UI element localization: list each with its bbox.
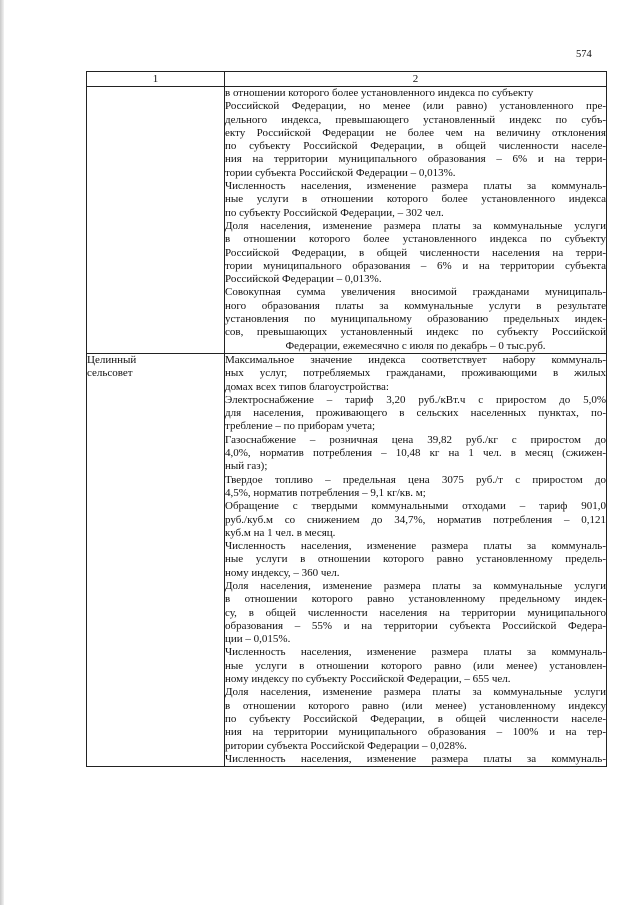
text-line: Численность населения, изменение размера платы за коммуналь- <box>225 540 606 553</box>
text-line: Федерации, ежемесячно с июля по декабрь – 0 тыс.руб. <box>285 339 546 352</box>
text-line: куб.м на 1 чел. в месяц. <box>225 526 336 539</box>
text-line: тории субъекта Российской Федерации – 0,013%. <box>225 166 456 179</box>
text-line: по субъекту Российской Федерации, – 302 чел. <box>225 206 444 219</box>
text-line: Российской Федерации – 0,013%. <box>225 273 382 286</box>
text-line: в отношении которого равно установленному предельному индек- <box>225 593 606 606</box>
row-1-text-cell <box>225 87 607 354</box>
text-line: екту Российской Федерации не более чем на величину отклонения <box>225 126 606 139</box>
text-line: Твердое топливо – предельная цена 3075 руб./т с приростом до <box>225 473 606 486</box>
row-2-name-cell <box>87 353 225 766</box>
text-line: ния на территории муниципального образования – 6% и на терри- <box>225 153 606 166</box>
text-line: ния на территории муниципального образования – 100% и на тер- <box>225 726 606 739</box>
text-line: ные услуги в отношении которого более установленного индекса <box>225 193 606 206</box>
text-line: сельсовет <box>87 367 133 380</box>
text-line: Численность населения, изменение размера платы за коммуналь- <box>225 646 606 659</box>
text-line: Газоснабжение – розничная цена 39,82 руб./кг с приростом до <box>225 433 606 446</box>
table-row <box>87 353 607 766</box>
text-line: ные услуги в отношении которого равно (или менее) установлен- <box>225 659 606 672</box>
text-line: руб./куб.м со снижением до 34,7%, норматив потребления – 0,121 <box>225 513 606 526</box>
table-header-row <box>87 72 607 87</box>
text-line: ного образования платы за коммунальные услуги в результате <box>225 299 606 312</box>
text-line: домах всех типов благоустройства: <box>225 380 389 393</box>
table-row <box>87 87 607 354</box>
text-line: Численность населения, изменение размера платы за коммуналь- <box>225 180 606 193</box>
text-line: ному индексу, – 360 чел. <box>225 566 340 579</box>
text-line: Целинный <box>87 353 137 366</box>
text-line: ные услуги в отношении которого равно установленному предель- <box>225 553 606 566</box>
text-line: тории муниципального образования – 6% и на территории субъекта <box>225 259 606 272</box>
text-line: Доля населения, изменение размера платы за коммунальные услуги <box>225 686 606 699</box>
text-line: по субъекту Российской Федерации, в общей численности населе- <box>225 712 606 725</box>
text-line: Российской Федерации, но менее (или равно) установленного пре- <box>225 100 606 113</box>
text-line: в отношении которого более установленного индекса по субъекту <box>225 87 534 99</box>
row-1-name-cell <box>87 87 225 354</box>
row-2-text-cell <box>225 353 607 766</box>
text-line: Обращение с твердыми коммунальными отходами – тариф 901,0 <box>225 500 606 513</box>
text-line: ный газ); <box>225 460 268 473</box>
text-line: в отношении которого более установленного индекса по субъекту <box>225 233 606 246</box>
text-line: Доля населения, изменение размера платы за коммунальные услуги <box>225 579 606 592</box>
text-line: Российской Федерации, в общей численности населения на терри- <box>225 246 606 259</box>
text-line: су, в общей численности населения на территории муниципального <box>225 606 606 619</box>
page-number: 574 <box>576 49 592 60</box>
text-line: Доля населения, изменение размера платы за коммунальные услуги <box>225 219 606 232</box>
text-line: 4,5%, норматив потребления – 9,1 кг/кв. м; <box>225 486 426 499</box>
header-cell-1: 1 <box>87 72 225 87</box>
text-line: сов, превышающих установленный индекс по субъекту Российской <box>225 326 606 339</box>
document-table <box>86 71 607 767</box>
text-line: требление – по приборам учета; <box>225 420 376 433</box>
text-line: ных услуг, потребляемых гражданами, проживающими в жилых <box>225 367 606 380</box>
text-line: по субъекту Российской Федерации, в общей численности населе- <box>225 140 606 153</box>
text-line: Максимальное значение индекса соответствует набору коммуналь- <box>225 353 606 366</box>
text-line: дельного индекса, превышающего установленный индекс по субъ- <box>225 113 606 126</box>
text-line: 4,0%, норматив потребления – 10,48 кг на 1 чел. в месяц (сжижен- <box>225 447 606 460</box>
text-line: Электроснабжение – тариф 3,20 руб./кВт.ч с приростом до 5,0% <box>225 393 606 406</box>
scan-edge <box>0 0 4 905</box>
text-line: ритории субъекта Российской Федерации – 0,028%. <box>225 739 467 752</box>
header-cell-2: 2 <box>225 72 607 87</box>
text-line: образования – 55% и на территории субъекта Российской Федера- <box>225 619 606 632</box>
text-line: в отношении которого равно (или менее) установленному индексу <box>225 699 606 712</box>
text-line: Совокупная сумма увеличения вносимой гражданами муниципаль- <box>225 286 606 299</box>
text-line: установления по муниципальному образованию предельных индек- <box>225 313 606 326</box>
text-line: для населения, проживающего в сельских населенных пунктах, по- <box>225 407 606 420</box>
text-line: Численность населения, изменение размера платы за коммуналь- <box>225 752 606 765</box>
text-line: ному индексу по субъекту Российской Федерации, – 655 чел. <box>225 673 511 686</box>
text-line: ции – 0,015%. <box>225 633 291 646</box>
